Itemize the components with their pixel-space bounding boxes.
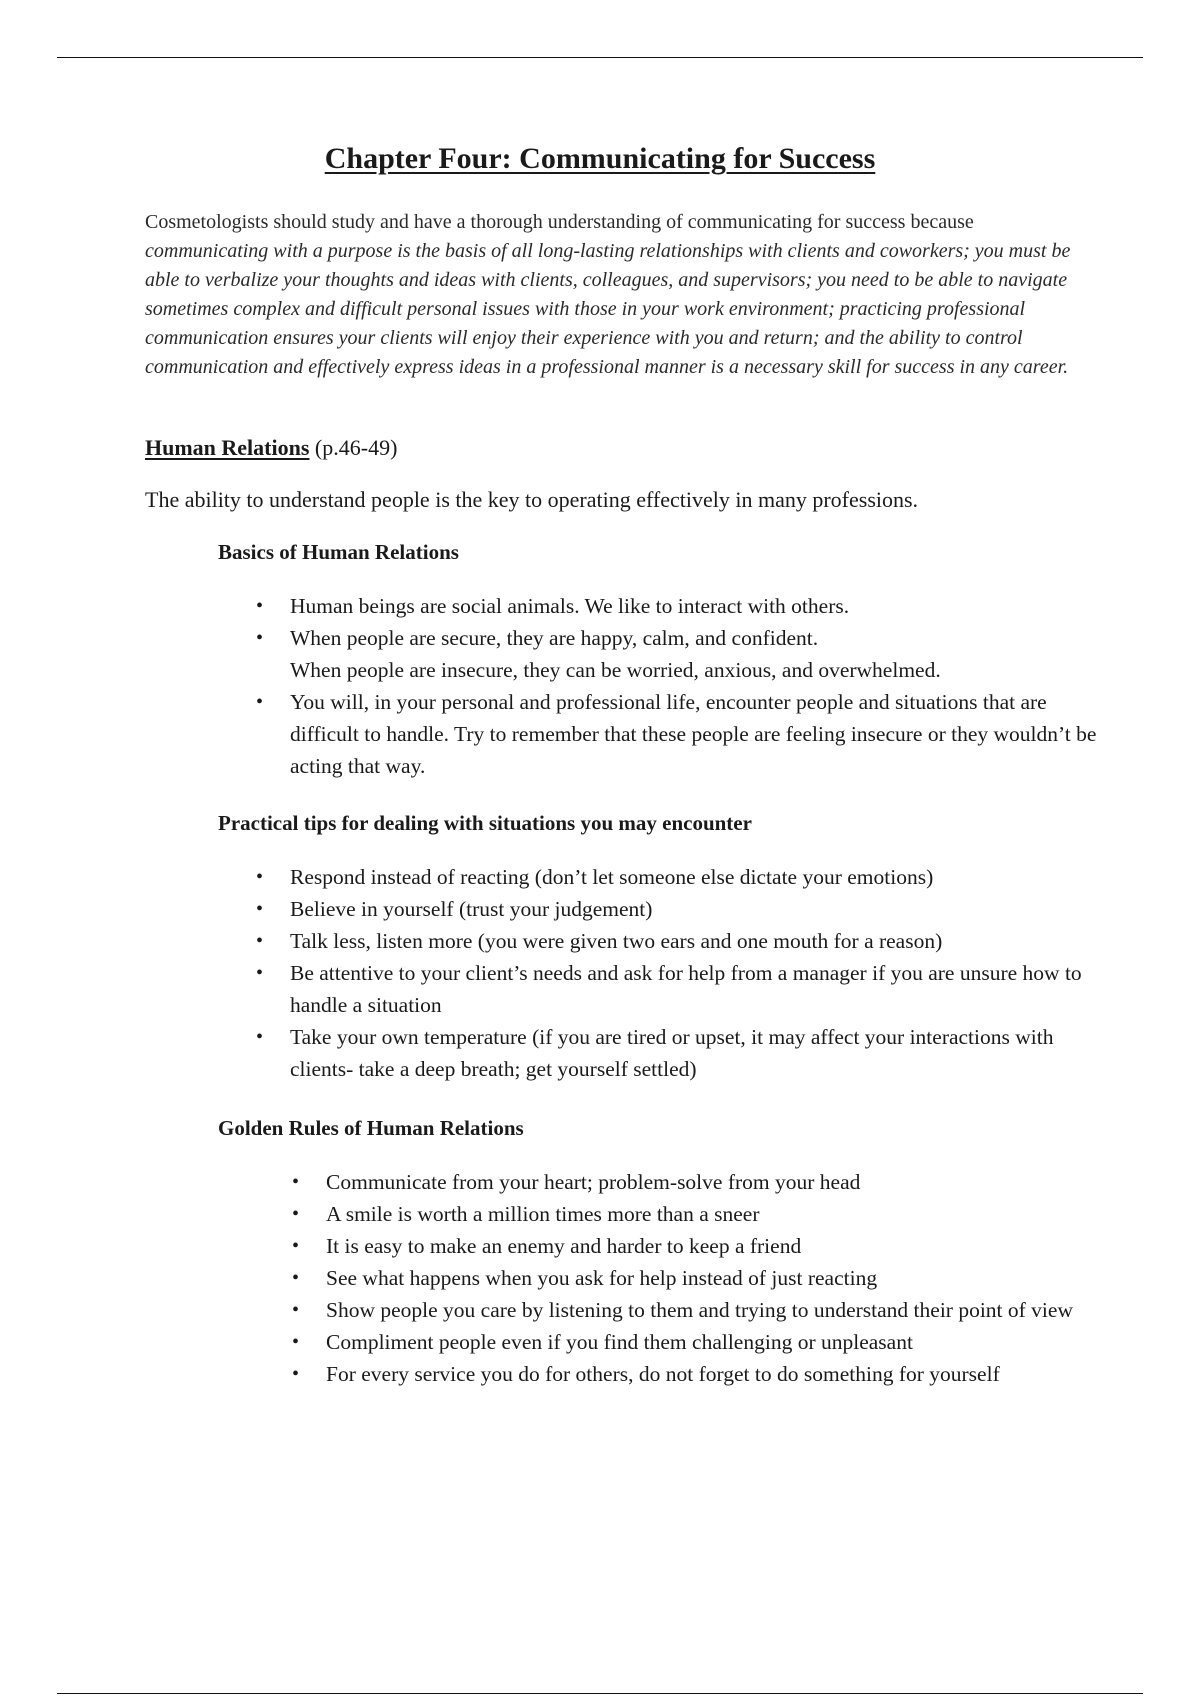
bullet-icon: •	[256, 595, 264, 617]
list-item: • See what happens when you ask for help instead of just reacting	[326, 1262, 1116, 1294]
list-item: • When people are secure, they are happy, calm, and confident. When people are insecure, they can be worried, anxious, and overwhelmed.	[290, 622, 1110, 686]
bullet-icon: •	[292, 1235, 300, 1257]
tips-list	[256, 861, 1110, 1085]
section-pages: (p.46-49)	[314, 435, 398, 460]
bullet-icon: •	[292, 1331, 300, 1353]
tips-heading: Practical tips for dealing with situations you may encounter	[218, 811, 752, 835]
bullet-icon: •	[256, 898, 264, 920]
list-item: • Believe in yourself (trust your judgement)	[290, 893, 1110, 925]
golden-rules-list	[292, 1166, 1116, 1390]
basics-heading: Basics of Human Relations	[218, 540, 459, 564]
list-item: • Take your own temperature (if you are tired or upset, it may affect your interactions with clients- take a deep breath; get yourself settled)	[290, 1021, 1110, 1085]
list-item: • Respond instead of reacting (don’t let someone else dictate your emotions)	[290, 861, 1110, 893]
bullet-icon: •	[292, 1267, 300, 1289]
list-item: • Be attentive to your client’s needs and ask for help from a manager if you are unsure how to handle a situation	[290, 957, 1110, 1021]
top-rule	[57, 57, 1143, 58]
list-item: • Show people you care by listening to them and trying to understand their point of view	[326, 1294, 1116, 1326]
intro-plain: Cosmetologists should study and have a thorough understanding of communicating for success because	[145, 211, 974, 233]
bullet-icon: •	[292, 1171, 300, 1193]
intro-italic: communicating with a purpose is the basis of all long-lasting relationships with clients and coworkers; you must be able to verbalize your thoughts and ideas with clients, colleagues, and supervisors; you need to be able to navigate sometimes complex and difficult personal issues with those in your work environment; practicing professional communication ensures your clients will enjoy their experience with you and return; and the ability to control communication and effectively express ideas in a professional manner is a necessary skill for success in any career.	[145, 240, 1071, 378]
page-title: Chapter Four: Communicating for Success	[324, 142, 876, 175]
section-heading	[145, 435, 397, 461]
bullet-icon: •	[256, 962, 264, 984]
list-item: • You will, in your personal and professional life, encounter people and situations that are difficult to handle. Try to remember that these people are feeling insecure or they wouldn’t be acting that way.	[290, 686, 1110, 782]
bullet-icon: •	[256, 1026, 264, 1048]
list-item: • For every service you do for others, do not forget to do something for yourself	[326, 1358, 1116, 1390]
bullet-icon: •	[256, 930, 264, 952]
bullet-icon: •	[256, 691, 264, 713]
bullet-icon: •	[292, 1203, 300, 1225]
list-item: • Human beings are social animals. We like to interact with others.	[290, 590, 1110, 622]
list-item: • A smile is worth a million times more than a sneer	[326, 1198, 1116, 1230]
golden-rules-heading: Golden Rules of Human Relations	[218, 1116, 524, 1140]
list-item: • Talk less, listen more (you were given two ears and one mouth for a reason)	[290, 925, 1110, 957]
bullet-icon: •	[256, 627, 264, 649]
bullet-icon: •	[292, 1299, 300, 1321]
list-item: • It is easy to make an enemy and harder to keep a friend	[326, 1230, 1116, 1262]
list-item: • Communicate from your heart; problem-solve from your head	[326, 1166, 1116, 1198]
bottom-rule	[57, 1693, 1143, 1694]
intro-paragraph	[145, 208, 1090, 382]
section-heading-title: Human Relations	[145, 435, 310, 460]
section-lead: The ability to understand people is the key to operating effectively in many professions.	[145, 487, 919, 512]
bullet-icon: •	[256, 866, 264, 888]
list-item: • Compliment people even if you find them challenging or unpleasant	[326, 1326, 1116, 1358]
basics-list	[256, 590, 1110, 782]
bullet-icon: •	[292, 1363, 300, 1385]
